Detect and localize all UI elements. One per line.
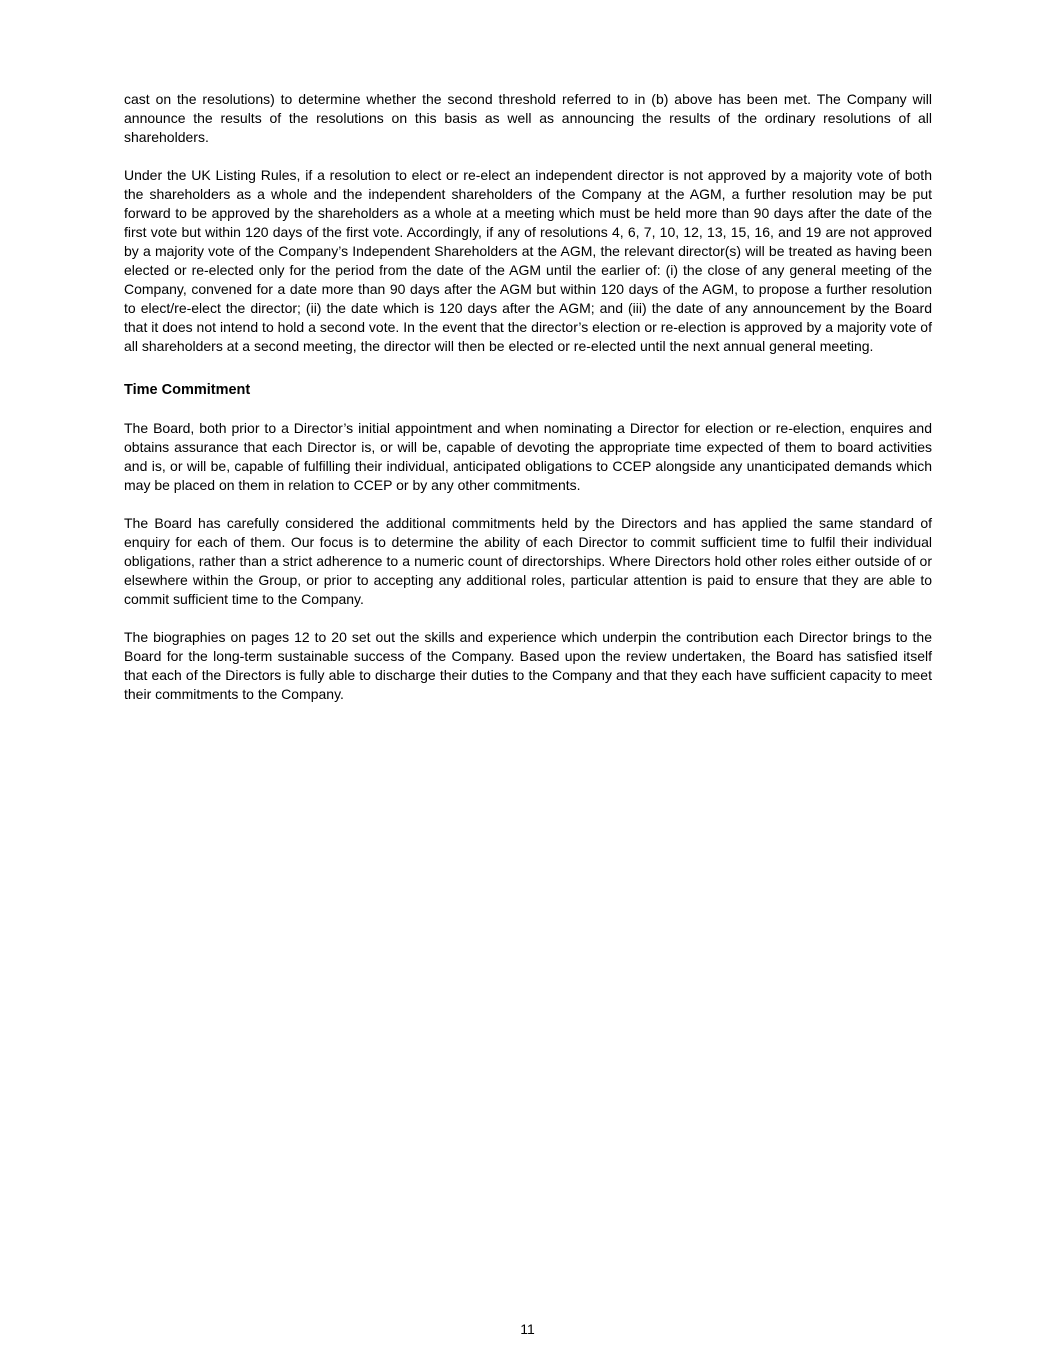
text-block xyxy=(124,90,932,723)
section-heading-time-commitment: Time Commitment xyxy=(124,382,251,398)
paragraph-cast-on-resolutions: cast on the resolutions) to determine whether the second threshold referred to in (b) above has been met. The Company will announce the results of the resolutions on this basis as well as announcing the results of the ordinary resolutions of all shareholders. xyxy=(124,91,932,145)
paragraph-biographies: The biographies on pages 12 to 20 set out the skills and experience which underpin the contribution each Director brings to the Board for the long-term sustainable success of the Company. Based upon the review undertaken, the Board has satisfied itself that each of the Directors is fully able to discharge their duties to the Company and that they each have sufficient capacity to meet their commitments to the Company. xyxy=(124,629,932,702)
paragraph-uk-listing-rules: Under the UK Listing Rules, if a resolution to elect or re-elect an independent director is not approved by a majority vote of both the shareholders as a whole and the independent shareholders of the Company at the AGM, a further resolution may be put forward to be approved by the shareholders as a whole at a meeting which must be held more than 90 days after the date of the first vote but within 120 days of the first vote. Accordingly, if any of resolutions 4, 6, 7, 10, 12, 13, 15, 16, and 19 are not approved by a majority vote of the Company’s Independent Shareholders at the AGM, the relevant director(s) will be treated as having been elected or re-elected only for the period from the date of the AGM until the earlier of: (i) the close of any general meeting of the Company, convened for a date more than 90 days after the AGM but within 120 days of the AGM, to propose a further resolution to elect/re-elect the director; (ii) the date which is 120 days after the AGM; and (iii) the date of any announcement by the Board that it does not intend to hold a second vote. In the event that the director’s election or re-election is approved by a majority vote of all shareholders at a second meeting, the director will then be elected or re-elected until the next annual general meeting. xyxy=(124,167,932,354)
page-number: 11 xyxy=(520,1321,535,1337)
paragraph-board-carefully-considered: The Board has carefully considered the additional commitments held by the Directors and has applied the same standard of enquiry for each of them. Our focus is to determine the ability of each Director to commit sufficient time to fulfil their individual obligations, rather than a strict adherence to a numeric count of directorships. Where Directors hold other roles either outside of or elsewhere within the Group, or prior to accepting any additional roles, particular attention is paid to ensure that they are able to commit sufficient time to the Company. xyxy=(124,515,932,607)
paragraph-board-prior-appointment: The Board, both prior to a Director’s initial appointment and when nominating a Director for election or re-election, enquires and obtains assurance that each Director is, or will be, capable of devoting the appropriate time expected of them to board activities and is, or will be, capable of fulfilling their individual, anticipated obligations to CCEP alongside any unanticipated demands which may be placed on them in relation to CCEP or by any other commitments. xyxy=(124,420,932,493)
